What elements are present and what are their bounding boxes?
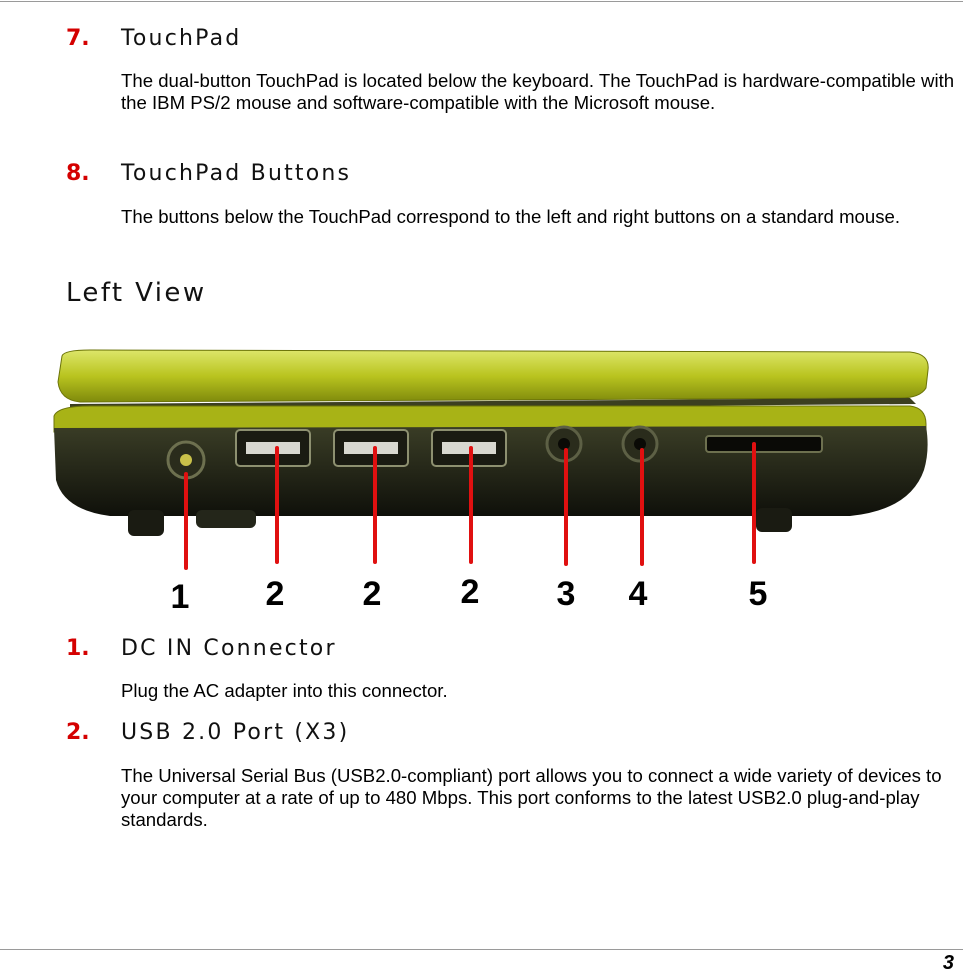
item-heading-touchpad-buttons — [66, 161, 351, 186]
item-heading-touchpad — [66, 26, 241, 51]
item-heading-usb — [66, 720, 349, 745]
foot — [756, 508, 792, 532]
foot — [128, 510, 164, 536]
callout-2: 2 — [460, 573, 480, 611]
callout-1: 1 — [170, 578, 190, 616]
bottom-rule — [0, 949, 963, 950]
item-number: 1. — [66, 636, 90, 661]
item-title: DC IN Connector — [121, 636, 337, 661]
item-number: 2. — [66, 720, 90, 745]
callout-4: 4 — [628, 575, 648, 613]
item-title: TouchPad — [121, 26, 242, 51]
item-description: The buttons below the TouchPad correspond to the left and right buttons on a standard mouse. — [121, 206, 901, 227]
callout-2: 2 — [362, 575, 382, 613]
item-number: 7. — [66, 26, 90, 51]
page-number: 3 — [942, 952, 954, 974]
item-description: The dual-button TouchPad is located below the keyboard. The TouchPad is hardware-compatible with the IBM PS/2 mouse and software-compatible with the Microsoft mouse. — [121, 70, 955, 113]
item-title: TouchPad Buttons — [121, 161, 352, 186]
item-description: Plug the AC adapter into this connector. — [121, 680, 448, 701]
callout-2: 2 — [265, 575, 285, 613]
card-reader-slot — [706, 436, 822, 452]
laptop-lid — [58, 350, 928, 402]
top-rule — [0, 1, 963, 2]
item-title: USB 2.0 Port (X3) — [121, 720, 350, 745]
item-number: 8. — [66, 161, 90, 186]
laptop-left-view-figure — [50, 340, 930, 620]
callout-3: 3 — [556, 575, 576, 613]
callout-5: 5 — [748, 575, 768, 613]
foot — [196, 510, 256, 528]
item-description: The Universal Serial Bus (USB2.0-compliant) port allows you to connect a wide variety of devices to your computer at a rate of up to 480 Mbps. This port conforms to the latest USB2.0 plug-and-play standards. — [121, 765, 942, 830]
item-heading-dc-in — [66, 636, 337, 661]
section-title: Left View — [66, 278, 207, 308]
